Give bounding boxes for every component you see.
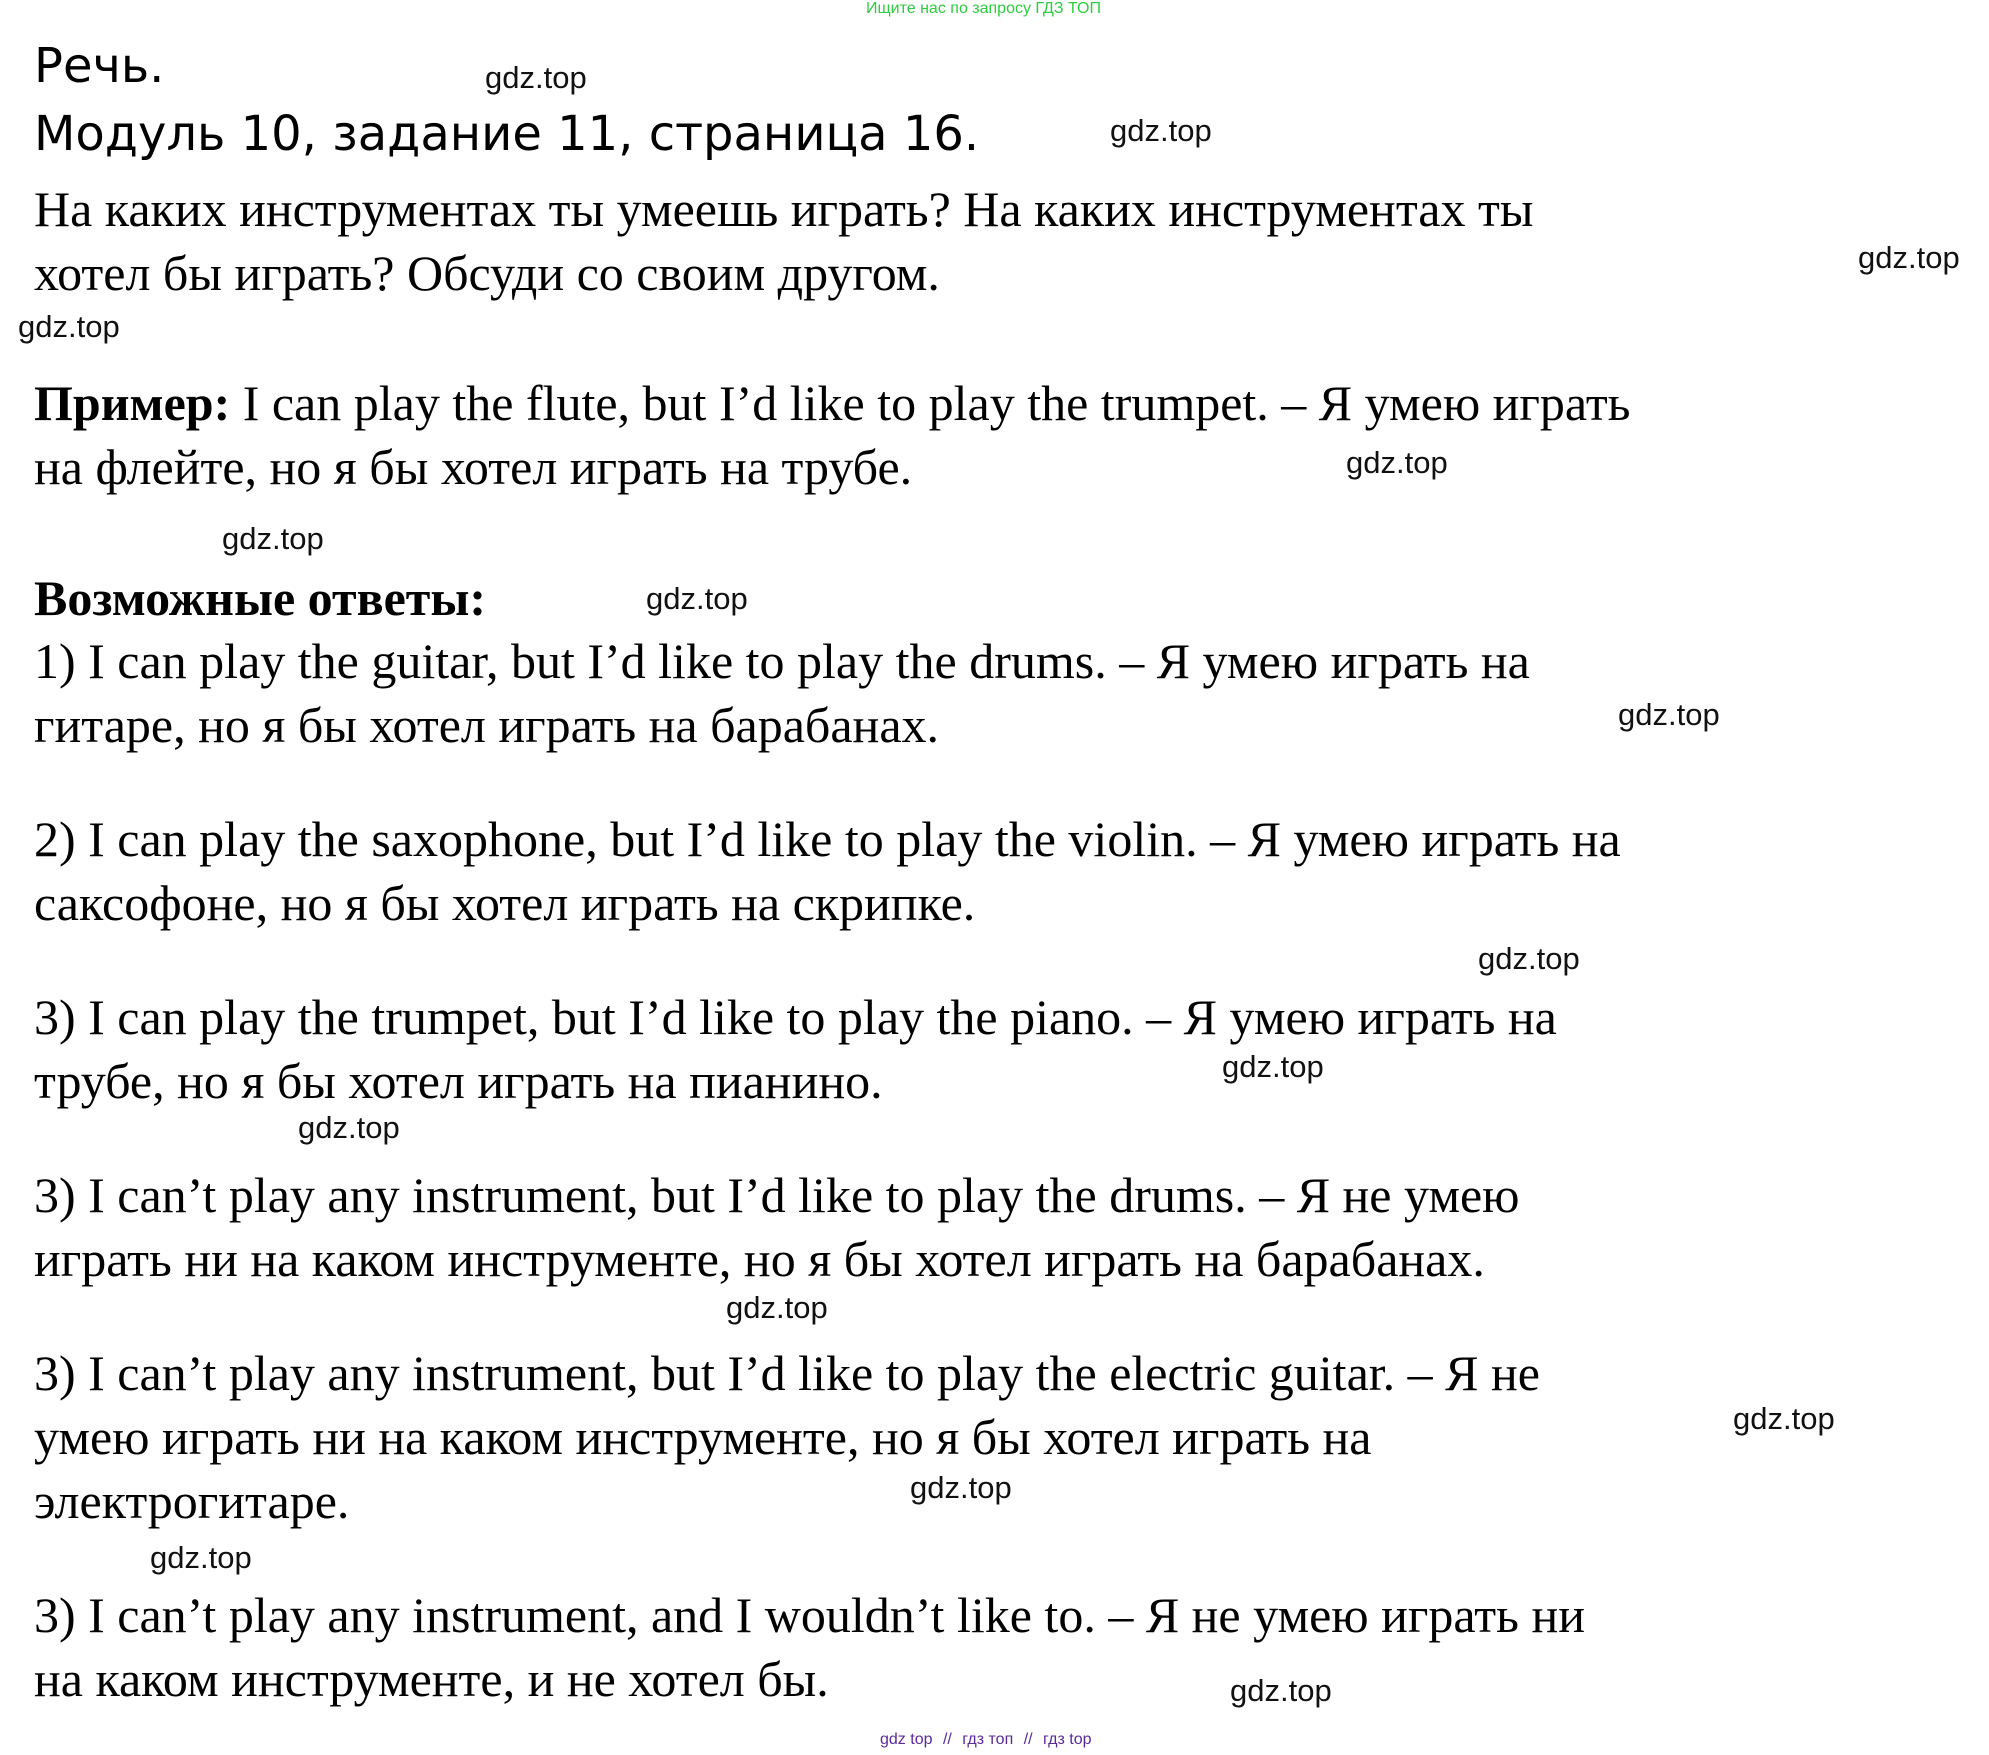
- watermark: gdz.top: [298, 1110, 400, 1145]
- watermark: gdz.top: [1346, 445, 1448, 480]
- answer-5-line-2: умею играть ни на каком инструменте, но я бы хотел играть на: [34, 1409, 1372, 1465]
- watermark: gdz.top: [150, 1540, 252, 1575]
- answers-title: Возможные ответы:: [34, 570, 487, 626]
- footer-separator: //: [942, 1731, 952, 1748]
- answer-4-line-2: играть ни на каком инструменте, но я бы хотел играть на барабанах.: [34, 1231, 1485, 1287]
- search-hint-link[interactable]: Ищите нас по запросу ГДЗ ТОП: [866, 0, 1101, 17]
- answer-5-line-1: 3) I can’t play any instrument, but I’d like to play the electric guitar. – Я не: [34, 1345, 1540, 1401]
- footer-separator: //: [1023, 1731, 1033, 1748]
- watermark: gdz.top: [1230, 1673, 1332, 1708]
- watermark: gdz.top: [1478, 941, 1580, 976]
- watermark: gdz.top: [18, 309, 120, 344]
- example-line-1: [34, 370, 1631, 436]
- answer-2-line-2: саксофоне, но я бы хотел играть на скрипке.: [34, 875, 976, 931]
- question-line-2: хотел бы играть? Обсуди со своим другом.: [34, 245, 940, 301]
- footer-link-gdz-top-mixed[interactable]: гдз top: [1043, 1731, 1092, 1748]
- answer-2-line-1: 2) I can play the saxophone, but I’d like to play the violin. – Я умею играть на: [34, 811, 1621, 867]
- watermark: gdz.top: [726, 1290, 828, 1325]
- watermark: gdz.top: [910, 1470, 1012, 1505]
- watermark: gdz.top: [1618, 697, 1720, 732]
- module-line: Модуль 10, задание 11, страница 16.: [34, 106, 980, 162]
- answer-4-line-1: 3) I can’t play any instrument, but I’d like to play the drums. – Я не умею: [34, 1167, 1520, 1223]
- watermark: gdz.top: [1222, 1049, 1324, 1084]
- footer-links: [880, 1731, 1092, 1749]
- example-line-2: на флейте, но я бы хотел играть на трубе.: [34, 439, 913, 495]
- question-line-1: На каких инструментах ты умеешь играть? На каких инструментах ты: [34, 181, 1534, 237]
- watermark: gdz.top: [485, 60, 587, 95]
- answer-6-line-1: 3) I can’t play any instrument, and I wouldn’t like to. – Я не умею играть ни: [34, 1587, 1585, 1643]
- answer-3-line-2: трубе, но я бы хотел играть на пианино.: [34, 1053, 883, 1109]
- example-text: I can play the flute, but I’d like to play the trumpet. – Я умею играть: [230, 375, 1631, 431]
- answer-6-line-2: на каком инструменте, и не хотел бы.: [34, 1651, 829, 1707]
- answer-3-line-1: 3) I can play the trumpet, but I’d like to play the piano. – Я умею играть на: [34, 989, 1557, 1045]
- watermark: gdz.top: [1733, 1401, 1835, 1436]
- answer-1-line-2: гитаре, но я бы хотел играть на барабанах.: [34, 697, 940, 753]
- footer-link-gdz-top[interactable]: gdz top: [880, 1731, 933, 1748]
- answer-1-line-1: 1) I can play the guitar, but I’d like to play the drums. – Я умею играть на: [34, 633, 1530, 689]
- page-heading: Речь.: [34, 38, 165, 94]
- watermark: gdz.top: [646, 581, 748, 616]
- example-label: Пример:: [34, 375, 231, 431]
- footer-link-gdz-top-ru[interactable]: гдз топ: [962, 1731, 1014, 1748]
- watermark: gdz.top: [222, 521, 324, 556]
- watermark: gdz.top: [1858, 240, 1960, 275]
- answer-5-line-3: электрогитаре.: [34, 1473, 350, 1529]
- watermark: gdz.top: [1110, 113, 1212, 148]
